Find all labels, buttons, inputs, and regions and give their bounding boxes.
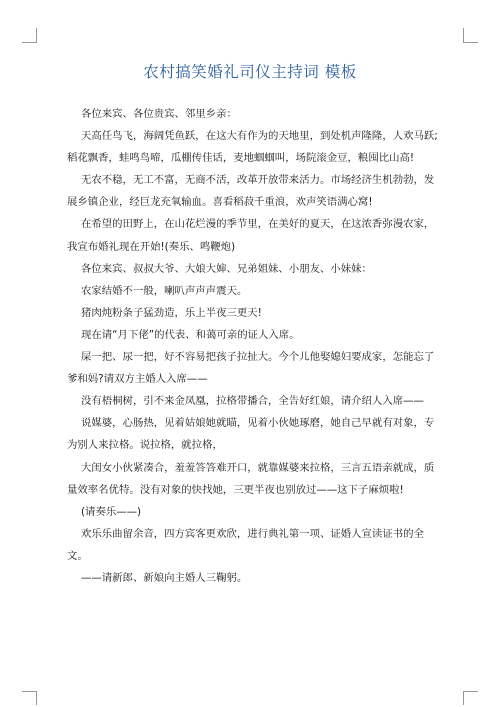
paragraph: 大闺女小伙紧凑合，羞羞答答难开口，就靠媒婆来拉格，三言五语亲就成，质量效率名优特。没有对象的快找她，三更半夜也别放过——这下子麻烦啦! <box>67 461 435 496</box>
paragraph: (请奏乐——) <box>81 505 142 518</box>
paragraph: 没有梧桐树，引不来金凤凰，拉格带播合，全告好红娘，请介绍人入席—— <box>81 395 424 408</box>
paragraph: 天高任鸟飞，海阔凭鱼跃，在这大有作为的天地里，到处机声隆隆，人欢马跃;稻花飘香，蛙鸣鸟啼，瓜棚传佳话，麦地蝈蝈叫，场院滚金豆，粮囤比山高! <box>67 130 438 165</box>
paragraph: 农家结婚不一般，喇叭声声声震天。 <box>81 284 248 297</box>
paragraph: 无农不稳，无工不富，无商不活，改革开放带来活力。市场经济生机勃勃，发展乡镇企业，经巨龙充氧输血。喜看稻菽千重浪，欢声笑语满心窝! <box>67 174 435 209</box>
paragraph: 各位来宾、各位贵宾、邻里乡亲： <box>81 108 237 120</box>
paragraph: 屎一把、尿一把，好不容易把孩子拉扯大。今个儿他娶媳妇要成家，怎能忘了爹和妈?请双方主婚人入席—— <box>67 351 435 386</box>
paragraph: 在希望的田野上，在山花烂漫的季节里，在美好的夏天，在这浓香弥漫农家，我宣布婚礼现在开始!(奏乐、鸣鞭炮) <box>67 218 435 253</box>
paragraph: 现在请“月下佬”的代表、和蔼可亲的证人入席。 <box>81 328 300 341</box>
document-body <box>67 103 441 589</box>
document-title: 农村搞笑婚礼司仪主持词 模板 <box>143 63 357 81</box>
paragraph: 各位来宾、叔叔大爷、大娘大婶、兄弟姐妹、小朋友、小妹妹： <box>81 262 372 275</box>
paragraph: 说媒婆，心肠热，见着姑娘她就瞄，见着小伙她琢磨，她自己早就有对象，专为别人来拉格。说拉格，就拉格， <box>67 417 435 452</box>
paragraph: ——请新郎、新娘向主婚人三鞠躬。 <box>81 571 248 584</box>
paragraph: 猪肉炖粉条子猛劲造，乐上半夜三更天! <box>81 306 262 319</box>
paragraph: 欢乐乐曲留余音，四方宾客更欢欣，进行典礼第一项、证婚人宣读证书的全文。 <box>67 527 424 562</box>
